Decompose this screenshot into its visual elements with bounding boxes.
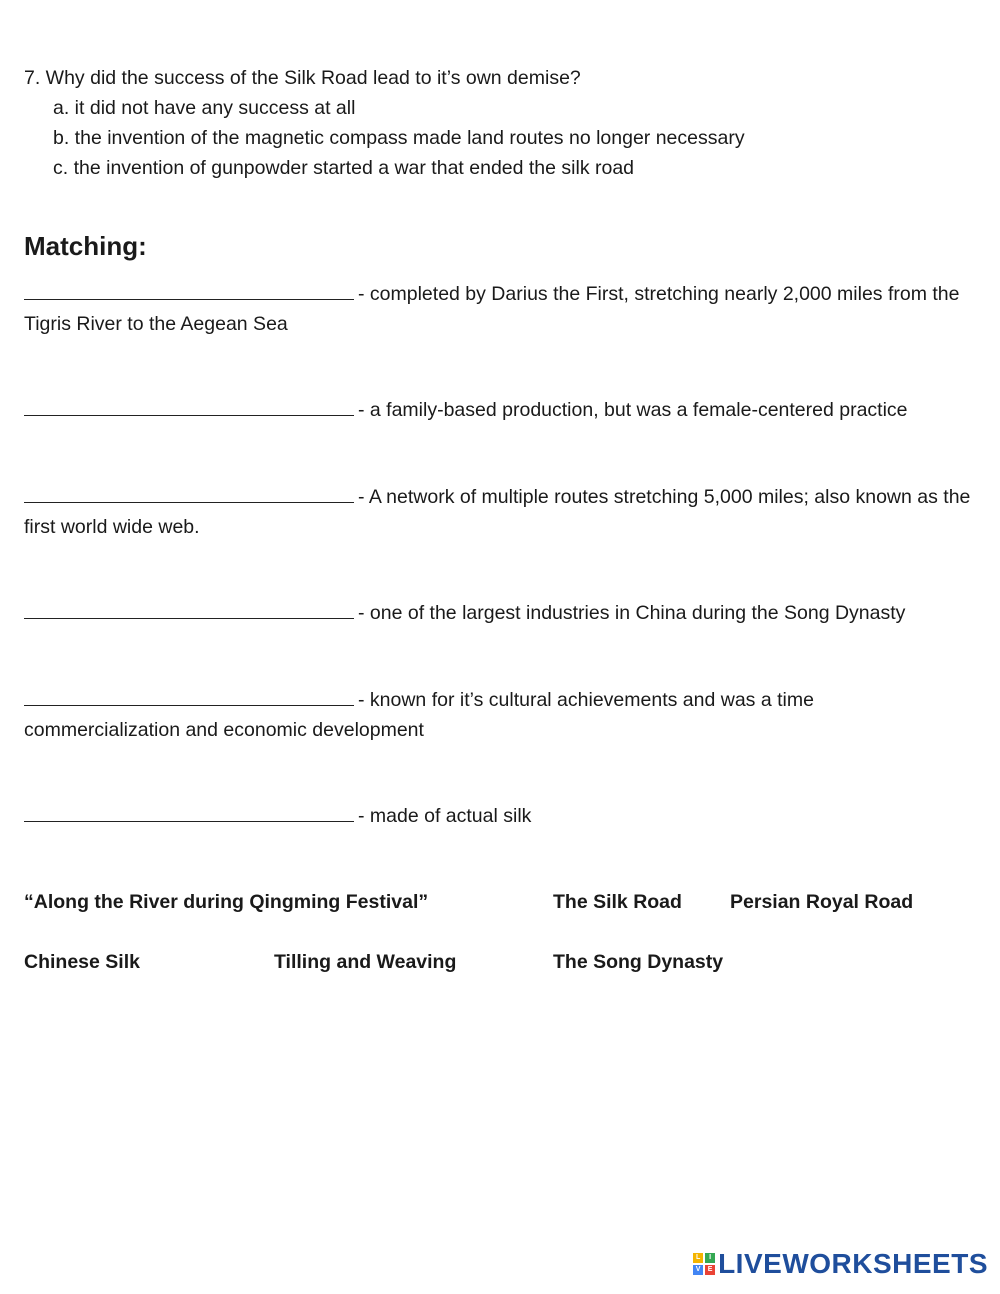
matching-item-4-text: - one of the largest industries in China during the Song Dynasty [358,602,906,624]
matching-item-2-text: - a family-based production, but was a female-centered practice [358,399,908,421]
answer-blank-3[interactable] [24,483,354,503]
liveworksheets-logo [693,1248,988,1280]
matching-item-6-text: - made of actual silk [358,805,532,827]
logo-block-l: L [693,1253,703,1263]
matching-item-5 [24,685,884,745]
matching-item-2 [24,395,974,425]
answer-blank-4[interactable] [24,599,354,619]
answer-blank-1[interactable] [24,280,354,300]
logo-block-i: I [705,1253,715,1263]
logo-block-e: E [705,1265,715,1275]
logo-icon [693,1253,715,1275]
matching-item-5-text: - known for it’s cultural achievements and was a time commercialization and economic development [24,689,814,741]
word-bank-song-dynasty: The Song Dynasty [553,951,724,973]
answer-blank-2[interactable] [24,396,354,416]
option-c[interactable]: c. the invention of gunpowder started a war that ended the silk road [53,157,635,179]
question-7-text: 7. Why did the success of the Silk Road lead to it’s own demise? [24,67,581,89]
matching-item-6 [24,801,974,831]
word-bank-chinese-silk: Chinese Silk [24,951,140,973]
word-bank-along-the-river: “Along the River during Qingming Festival” [24,891,429,913]
logo-block-v: V [693,1265,703,1275]
word-bank-persian-royal-road: Persian Royal Road [730,891,914,913]
matching-item-3-text: - A network of multiple routes stretching 5,000 miles; also known as the first world wide web. [24,486,971,538]
option-b[interactable]: b. the invention of the magnetic compass made land routes no longer necessary [53,127,745,149]
word-bank-tilling-and-weaving: Tilling and Weaving [274,951,457,973]
matching-item-3 [24,482,974,542]
logo-text: LIVEWORKSHEETS [718,1248,988,1279]
matching-item-4 [24,598,974,628]
word-bank-silk-road: The Silk Road [553,891,682,913]
matching-item-1 [24,279,974,339]
answer-blank-6[interactable] [24,802,354,822]
matching-item-1-text: - completed by Darius the First, stretching nearly 2,000 miles from the Tigris River to the Aegean Sea [24,283,960,335]
option-a[interactable]: a. it did not have any success at all [53,97,356,119]
matching-heading: Matching: [24,231,147,261]
answer-blank-5[interactable] [24,686,354,706]
